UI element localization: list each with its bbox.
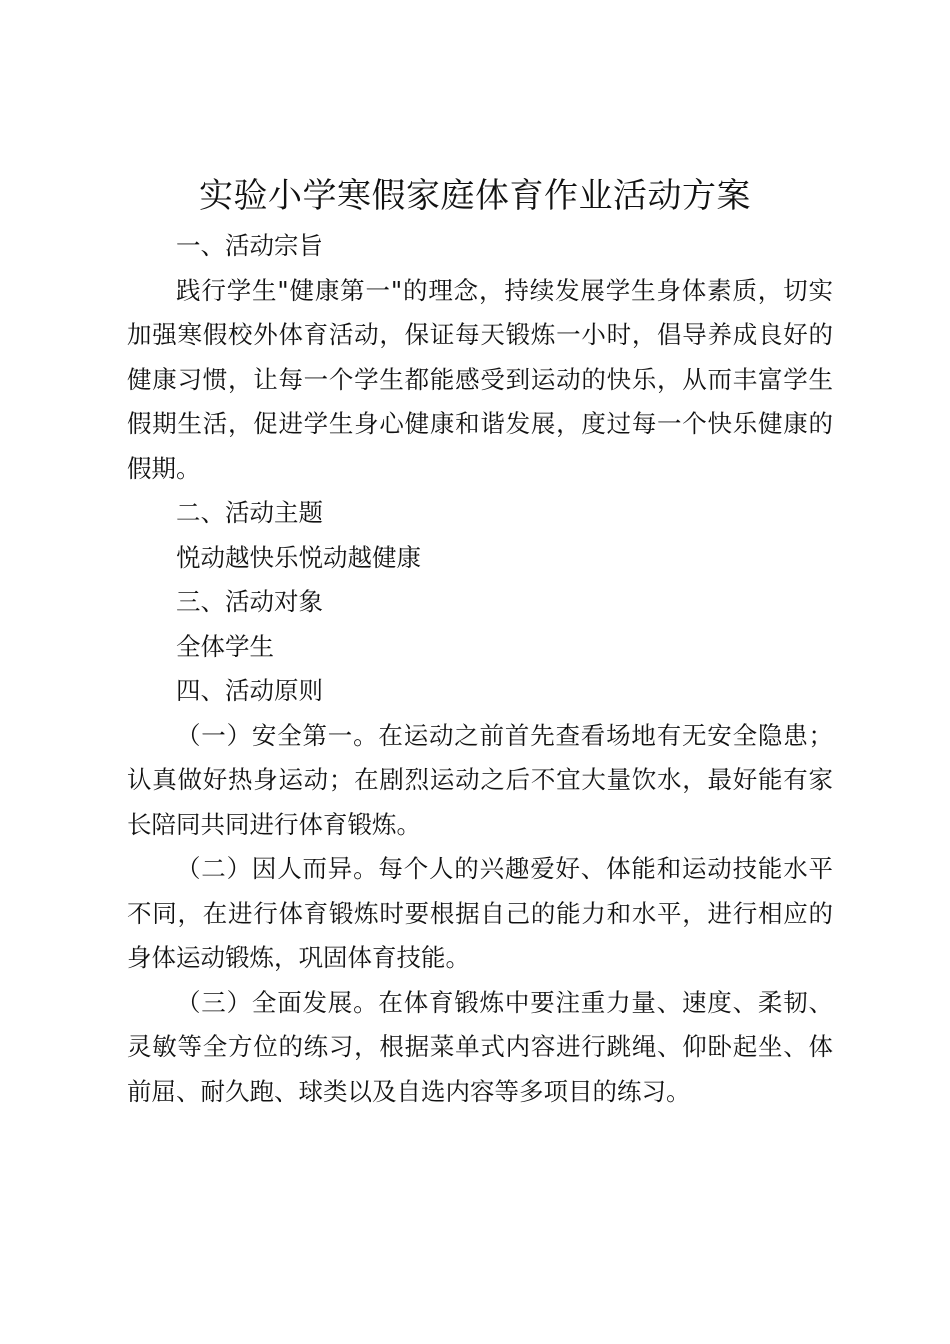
section-heading-theme: 二、活动主题 [176, 498, 323, 527]
section-heading-audience: 三、活动对象 [176, 587, 323, 616]
section-heading-purpose: 一、活动宗旨 [176, 231, 323, 260]
document-body [127, 224, 833, 1114]
principle-comprehensive: （三）全面发展。在体育锻炼中要注重力量、速度、柔韧、灵敏等全方位的练习，根据菜单式内容进行跳绳、仰卧起坐、体前屈、耐久跑、球类以及自选内容等多项目的练习。 [127, 987, 833, 1106]
section-body-theme: 悦动越快乐悦动越健康 [176, 542, 421, 572]
document-title: 实验小学寒假家庭体育作业活动方案 [199, 176, 751, 216]
principle-individual: （二）因人而异。每个人的兴趣爱好、体能和运动技能水平不同，在进行体育锻炼时要根据自己的能力和水平，进行相应的身体运动锻炼，巩固体育技能。 [127, 854, 833, 972]
section-body-audience: 全体学生 [176, 631, 274, 661]
section-body-purpose: 践行学生"健康第一"的理念，持续发展学生身体素质，切实加强寒假校外体育活动，保证每天锻炼一小时，倡导养成良好的健康习惯，让每一个学生都能感受到运动的快乐，从而丰富学生假期生活，促进学生身心健康和谐发展，度过每一个快乐健康的假期。 [127, 275, 833, 483]
section-heading-principles: 四、活动原则 [176, 676, 323, 705]
principle-safety: （一）安全第一。在运动之前首先查看场地有无安全隐患；认真做好热身运动；在剧烈运动之后不宜大量饮水，最好能有家长陪同共同进行体育锻炼。 [127, 720, 833, 839]
